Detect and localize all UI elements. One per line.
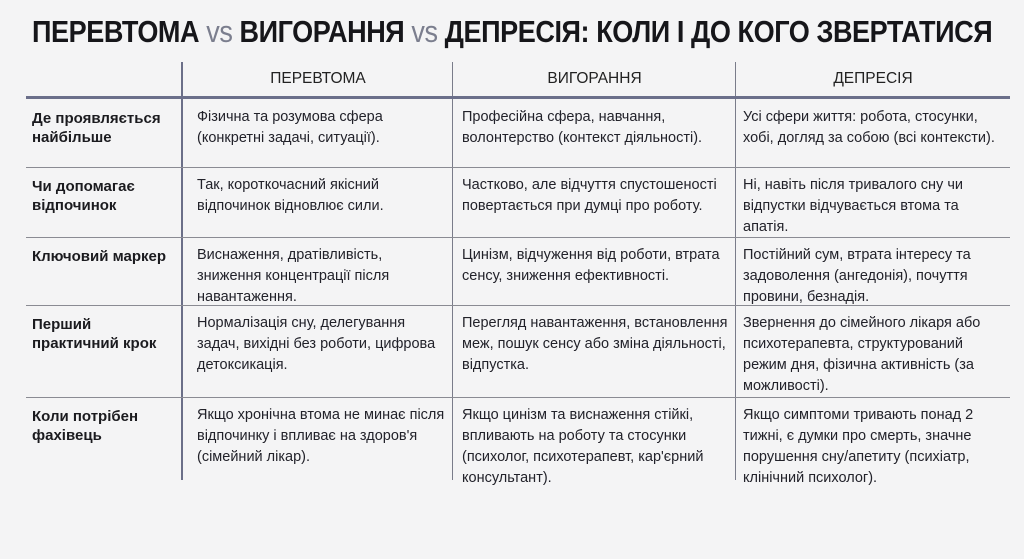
table-cell: Постійний сум, втрата інтересу та задоволення (ангедонія), почуття провини, безнадія. [743,247,971,305]
table-cell: Так, короткочасний якісний відпочинок відновлює сили. [197,177,384,214]
comparison-table [26,62,1010,486]
table-cell: Звернення до сімейного лікаря або психотерапевта, структурований режим дня, фізична активність (за можливості). [743,315,981,394]
table-cell: Професійна сфера, навчання, волонтерство (контекст діяльності). [462,109,703,146]
table-cell: Якщо хронічна втома не минає після відпочинку і впливає на здоров'я (сімейний лікар). [197,407,445,465]
table-cell: Якщо симптоми тривають понад 2 тижні, є думки про смерть, значне порушення сну/апетиту (психіатр, клінічний психолог). [743,407,974,486]
header-divider [26,96,1010,99]
table-cell: Усі сфери життя: робота, стосунки, хобі, догляд за собою (всі контексти). [743,109,995,146]
column-divider [181,62,183,480]
title-term-burnout: ВИГОРАННЯ [239,14,405,49]
table-cell: Фізична та розумова сфера (конкретні задачі, ситуації). [197,109,383,146]
column-divider [735,62,736,480]
title-term-depression: ДЕПРЕСІЯ: КОЛИ І ДО КОГО ЗВЕРТАТИСЯ [444,14,993,49]
title-vs: vs [206,14,233,49]
column-header: ПЕРЕВТОМА [270,70,366,87]
table-cell: Цинізм, відчуження від роботи, втрата сенсу, зниження ефективності. [462,247,720,284]
table-cell: Перегляд навантаження, встановлення меж, пошук сенсу або зміна діяльності, відпустка. [462,315,728,373]
row-label: Перший практичний крок [32,316,157,352]
table-cell: Ні, навіть після тривалого сну чи відпустки відчувається втома та апатія. [743,177,963,235]
row-label: Де проявляється найбільше [32,110,161,146]
table-cell: Нормалізація сну, делегування задач, вихідні без роботи, цифрова детоксикація. [197,315,436,373]
row-label: Чи допомагає відпочинок [32,178,135,214]
table-cell: Частково, але відчуття спустошеності повертається при думці про роботу. [462,177,717,214]
row-divider [26,167,1010,168]
row-divider [26,397,1010,398]
page-title [32,14,992,50]
row-label: Ключовий маркер [32,248,167,265]
column-divider [452,62,453,480]
title-vs: vs [411,14,438,49]
row-label: Коли потрібен фахівець [32,408,139,444]
table-cell: Якщо цинізм та виснаження стійкі, впливають на роботу та стосунки (психолог, психотерапевт, кар'єрний консультант). [462,407,704,486]
column-header: ДЕПРЕСІЯ [833,70,913,87]
title-term-overwork: ПЕРЕВТОМА [32,14,200,49]
column-header: ВИГОРАННЯ [547,70,642,87]
table-cell: Виснаження, дратівливість, зниження концентрації після навантаження. [197,247,390,305]
